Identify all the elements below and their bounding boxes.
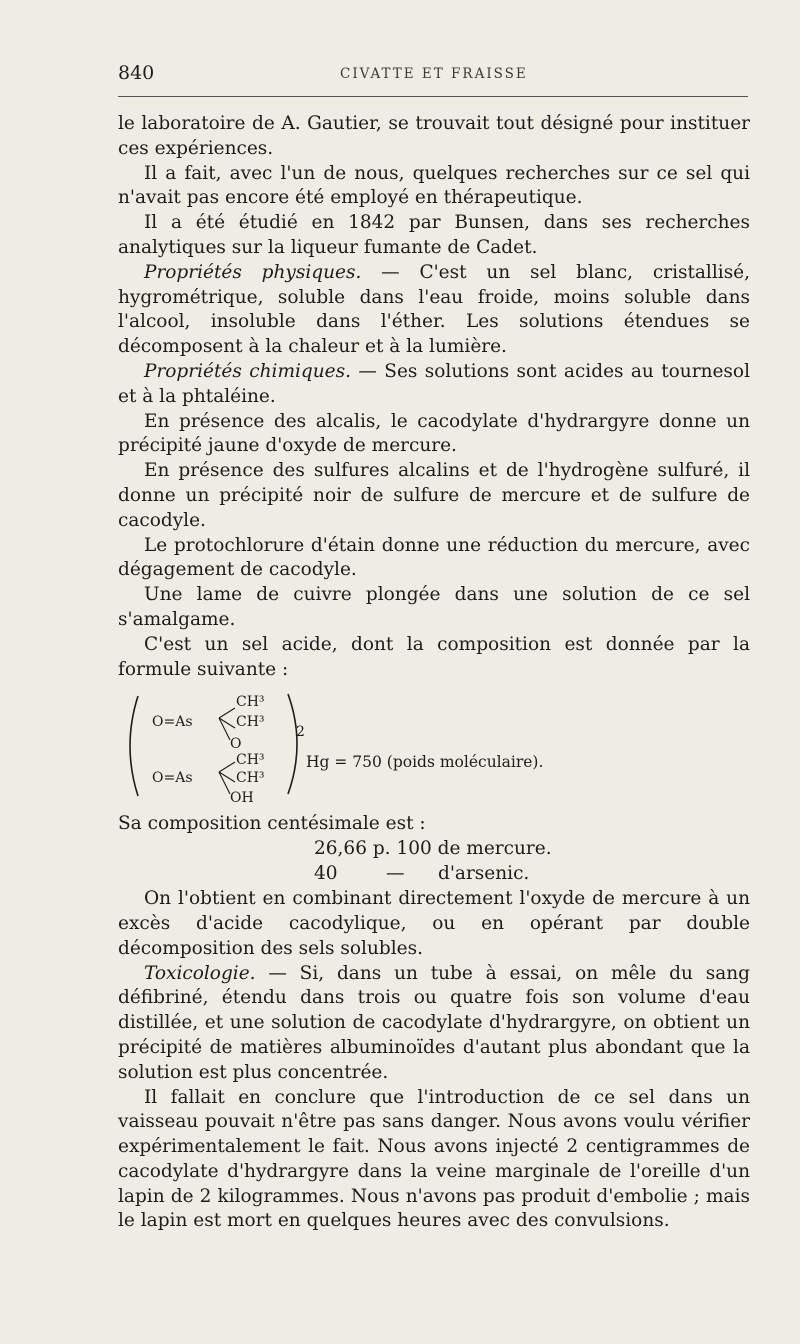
paragraph: Il a été étudié en 1842 par Bunsen, dans ses recherches analytiques sur la liqueur fumante de Cadet. <box>118 212 750 258</box>
page-header <box>118 62 748 86</box>
formula-oh: OH <box>230 790 254 807</box>
paragraph: Sa composition centésimale est : <box>118 813 426 835</box>
chemical-formula <box>118 686 750 806</box>
paragraph: On l'obtient en combinant directement l'oxyde de mercure à un excès d'acide cacodylique, ou en opérant par double décomposition des sels solubles. <box>118 888 750 959</box>
page-number: 840 <box>118 62 155 84</box>
formula-as-group: O=As <box>152 770 193 787</box>
header-rule <box>118 96 748 97</box>
paragraph: C'est un sel acide, dont la composition est donnée par la formule suivante : <box>118 633 750 680</box>
formula-ch3: CH³ <box>236 770 265 787</box>
formula-ch3: CH³ <box>236 694 265 711</box>
formula-brackets <box>118 686 750 806</box>
paragraph: Il a fait, avec l'un de nous, quelques recherches sur ce sel qui n'avait pas encore été employé en thérapeutique. <box>118 162 750 209</box>
formula-ch3: CH³ <box>236 714 265 731</box>
body-text <box>118 112 750 1234</box>
composition-arsenic-label: d'arsenic. <box>438 863 530 885</box>
formula-ch3: CH³ <box>236 752 265 769</box>
paragraph: Propriétés chimiques. — Ses solutions sont acides au tournesol et à la phtaléine. <box>118 360 750 407</box>
section-lead: Propriétés physiques. <box>144 261 362 283</box>
paragraph: Propriétés physiques. — C'est un sel blanc, cristallisé, hygrométrique, soluble dans l'eau froide, moins soluble dans l'alcool, insoluble dans l'éther. Les solutions étendues se décomposent à la chaleur et à la lumière. <box>118 261 751 358</box>
paragraph: Une lame de cuivre plongée dans une solution de ce sel s'amalgame. <box>118 584 750 630</box>
composition-arsenic-value: 40 <box>314 863 338 885</box>
section-lead: Toxicologie. <box>144 962 256 984</box>
formula-as-group: O=As <box>152 714 193 731</box>
section-lead: Propriétés chimiques. <box>144 360 351 382</box>
composition-arsenic-dash: — <box>386 863 405 885</box>
formula-hg-expression: Hg = 750 (poids moléculaire). <box>306 753 544 772</box>
formula-subscript: 2 <box>296 724 305 741</box>
composition-mercury: 26,66 p. 100 de mercure. <box>314 838 552 860</box>
paragraph: Le protochlorure d'étain donne une réduction du mercure, avec dégagement de cacodyle. <box>118 534 750 581</box>
centesimal-composition <box>118 837 750 887</box>
paragraph: Toxicologie. — Si, dans un tube à essai, on mêle du sang défibriné, étendu dans trois ou quatre fois son volume d'eau distillée, et une solution de cacodylate d'hydrargyre, on obtient un précipité de matières albuminoïdes d'autant plus abondant que la solution est plus concentrée. <box>118 962 750 1083</box>
paragraph: En présence des sulfures alcalins et de l'hydrogène sulfuré, il donne un précipité noir de sulfure de mercure et de sulfure de cacodyle. <box>118 460 750 531</box>
paragraph: En présence des alcalis, le cacodylate d'hydrargyre donne un précipité jaune d'oxyde de mercure. <box>118 410 750 457</box>
paragraph: le laboratoire de A. Gautier, se trouvait tout désigné pour instituer ces expériences. <box>118 113 750 159</box>
formula-o: O <box>230 736 242 753</box>
paragraph: Il fallait en conclure que l'introduction de ce sel dans un vaisseau pouvait n'être pas sans danger. Nous avons voulu vérifier expérimentalement le fait. Nous avons injecté 2 centigrammes de cacodylate d'hydrargyre dans la veine marginale de l'oreille d'un lapin de 2 kilogrammes. Nous n'avons pas produit d'embolie ; mais le lapin est mort en quelques heures avec des convulsions. <box>118 1086 750 1232</box>
running-title: CIVATTE ET FRAISSE <box>340 66 528 82</box>
